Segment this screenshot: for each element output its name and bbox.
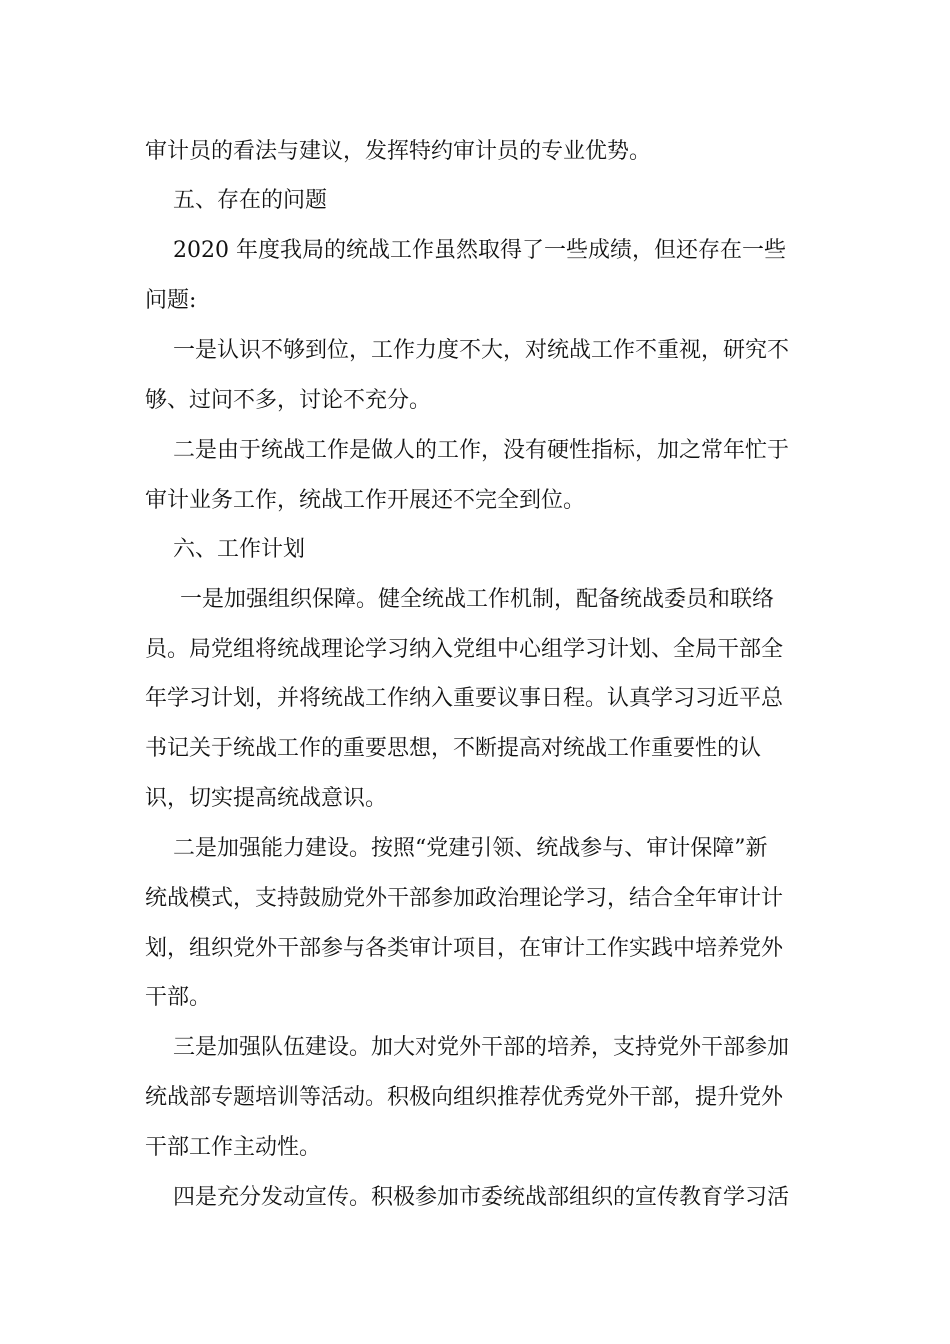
- text-line-6: 够、过问不多，讨论不充分。: [145, 388, 432, 413]
- text-line-21: 干部工作主动性。: [145, 1135, 322, 1160]
- text-line-12: 年学习计划，并将统战工作纳入重要议事日程。认真学习习近平总: [145, 686, 784, 711]
- text-line-10: 一是加强组织保障。健全统战工作机制，配备统战委员和联络: [145, 587, 774, 612]
- text-line-20: 统战部专题培训等活动。积极向组织推荐优秀党外干部，提升党外: [145, 1085, 784, 1110]
- text-line-3: 2020 年度我局的统战工作虽然取得了一些成绩，但还存在一些: [145, 238, 786, 263]
- text-line-18: 干部。: [145, 985, 212, 1010]
- text-line-4: 问题:: [145, 288, 197, 313]
- text-line-17: 划，组织党外干部参与各类审计项目，在审计工作实践中培养党外: [145, 936, 784, 961]
- text-line-11: 员。局党组将统战理论学习纳入党组中心组学习计划、全局干部全: [145, 637, 784, 662]
- text-line-7: 二是由于统战工作是做人的工作，没有硬性指标，加之常年忙于: [145, 438, 789, 463]
- text-line-22: 四是充分发动宣传。积极参加市委统战部组织的宣传教育学习活: [145, 1185, 789, 1210]
- text-line-15: 二是加强能力建设。按照“党建引领、统战参与、审计保障”新: [145, 836, 768, 861]
- text-line-19: 三是加强队伍建设。加大对党外干部的培养，支持党外干部参加: [145, 1035, 789, 1060]
- text-line-14: 识，切实提高统战意识。: [145, 786, 388, 811]
- section-heading-problems: 五、存在的问题: [145, 188, 327, 213]
- text-line-8: 审计业务工作，统战工作开展还不完全到位。: [145, 488, 586, 513]
- text-line-13: 书记关于统战工作的重要思想，不断提高对统战工作重要性的认: [145, 736, 762, 761]
- text-line-1: 审计员的看法与建议，发挥特约审计员的专业优势。: [145, 139, 652, 164]
- text-line-5: 一是认识不够到位，工作力度不大，对统战工作不重视，研究不: [145, 338, 789, 363]
- section-heading-work-plan: 六、工作计划: [145, 537, 305, 562]
- text-line-16: 统战模式，支持鼓励党外干部参加政治理论学习，结合全年审计计: [145, 886, 784, 911]
